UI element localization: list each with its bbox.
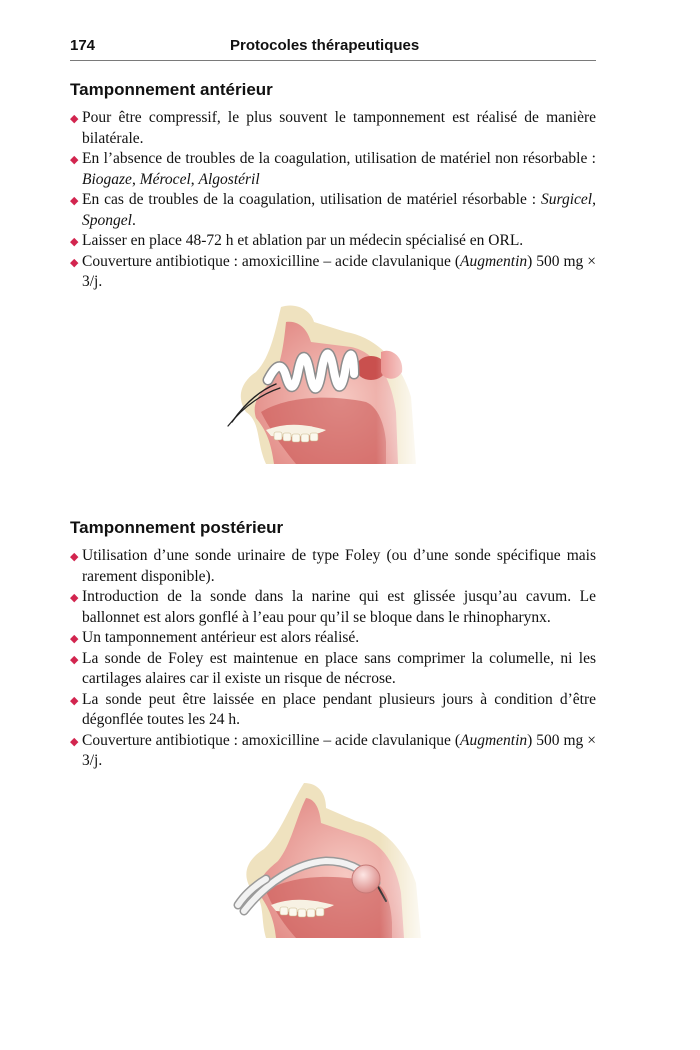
text-run: La sonde de Foley est maintenue en place sans comprimer la columelle, ni les cartilages alaires car il existe un risque de nécrose.	[82, 649, 596, 687]
bullet-item	[70, 149, 596, 190]
diamond-bullet-icon: ◆	[70, 653, 79, 666]
text-run: Pour être compressif, le plus souvent le tamponnement est réalisé de manière bilatérale.	[82, 109, 596, 147]
diamond-bullet-icon: ◆	[70, 633, 79, 645]
bullet-item	[70, 190, 596, 231]
diamond-bullet-icon: ◆	[70, 735, 79, 748]
italic-term: Biogaze	[82, 170, 132, 188]
bullet-item	[70, 231, 596, 252]
text-run: En l’absence de troubles de la coagulation, utilisation de matériel non résorbable :	[82, 150, 596, 167]
diamond-bullet-icon: ◆	[70, 113, 79, 125]
section-heading-posterior: Tamponnement postérieur	[70, 518, 284, 537]
text-run: Couverture antibiotique : amoxicilline – acide clavulanique (	[82, 252, 461, 270]
text-run: ,	[190, 170, 199, 188]
bullet-item	[70, 546, 596, 587]
bullet-item	[70, 587, 596, 628]
italic-term: Spongel	[82, 211, 132, 229]
diamond-bullet-icon: ◆	[70, 592, 79, 604]
italic-term: Surgicel	[541, 191, 593, 208]
bullet-item	[70, 690, 596, 731]
running-title: Protocoles thérapeutiques	[230, 37, 420, 54]
italic-term: Mérocel	[139, 170, 191, 188]
text-run: Introduction de la sonde dans la narine qui est glissée jusqu’au cavum. Le ballonnet est alors gonflé à l’eau pour qu’il se bloque dans le rhinopharynx.	[82, 588, 596, 626]
text-run: Utilisation d’une sonde urinaire de type Foley (ou d’une sonde spécifique mais rarement disponible).	[82, 547, 596, 585]
text-run: ,	[131, 170, 140, 188]
page-header	[70, 32, 596, 61]
diamond-bullet-icon: ◆	[70, 195, 79, 207]
text-run: ,	[592, 191, 596, 208]
bullet-item	[70, 731, 596, 772]
italic-term: Algostéril	[198, 170, 260, 188]
diamond-bullet-icon: ◆	[70, 694, 79, 707]
bullet-item	[70, 252, 596, 293]
anterior-bullet-list	[70, 108, 596, 293]
diamond-bullet-icon: ◆	[70, 236, 79, 248]
diamond-bullet-icon: ◆	[70, 154, 79, 166]
text-run: La sonde peut être laissée en place pendant plusieurs jours à condition d’être dégonflée toutes les 24 h.	[82, 690, 596, 728]
text-run: Un tamponnement antérieur est alors réalisé.	[82, 629, 360, 646]
bullet-item	[70, 628, 596, 649]
text-run: ) 500 mg × 3/j.	[82, 252, 596, 290]
anterior-packing-illustration	[226, 302, 426, 464]
bullet-item	[70, 649, 596, 690]
text-run: .	[131, 211, 136, 229]
italic-term: Augmentin	[460, 731, 528, 749]
italic-term: Augmentin	[460, 252, 528, 270]
posterior-foley-illustration	[226, 783, 431, 938]
diamond-bullet-icon: ◆	[70, 551, 79, 563]
text-run: Laisser en place 48-72 h et ablation par un médecin spécialisé en ORL.	[82, 232, 524, 249]
text-run: Couverture antibiotique : amoxicilline – acide clavulanique (	[82, 731, 461, 749]
section-heading-anterior: Tamponnement antérieur	[70, 80, 273, 99]
text-run: En cas de troubles de la coagulation, utilisation de matériel résorbable :	[82, 191, 542, 208]
diamond-bullet-icon: ◆	[70, 256, 79, 269]
page-number: 174	[70, 37, 96, 54]
text-run: ) 500 mg × 3/j.	[82, 731, 596, 769]
bullet-item	[70, 108, 596, 149]
posterior-bullet-list	[70, 546, 596, 772]
